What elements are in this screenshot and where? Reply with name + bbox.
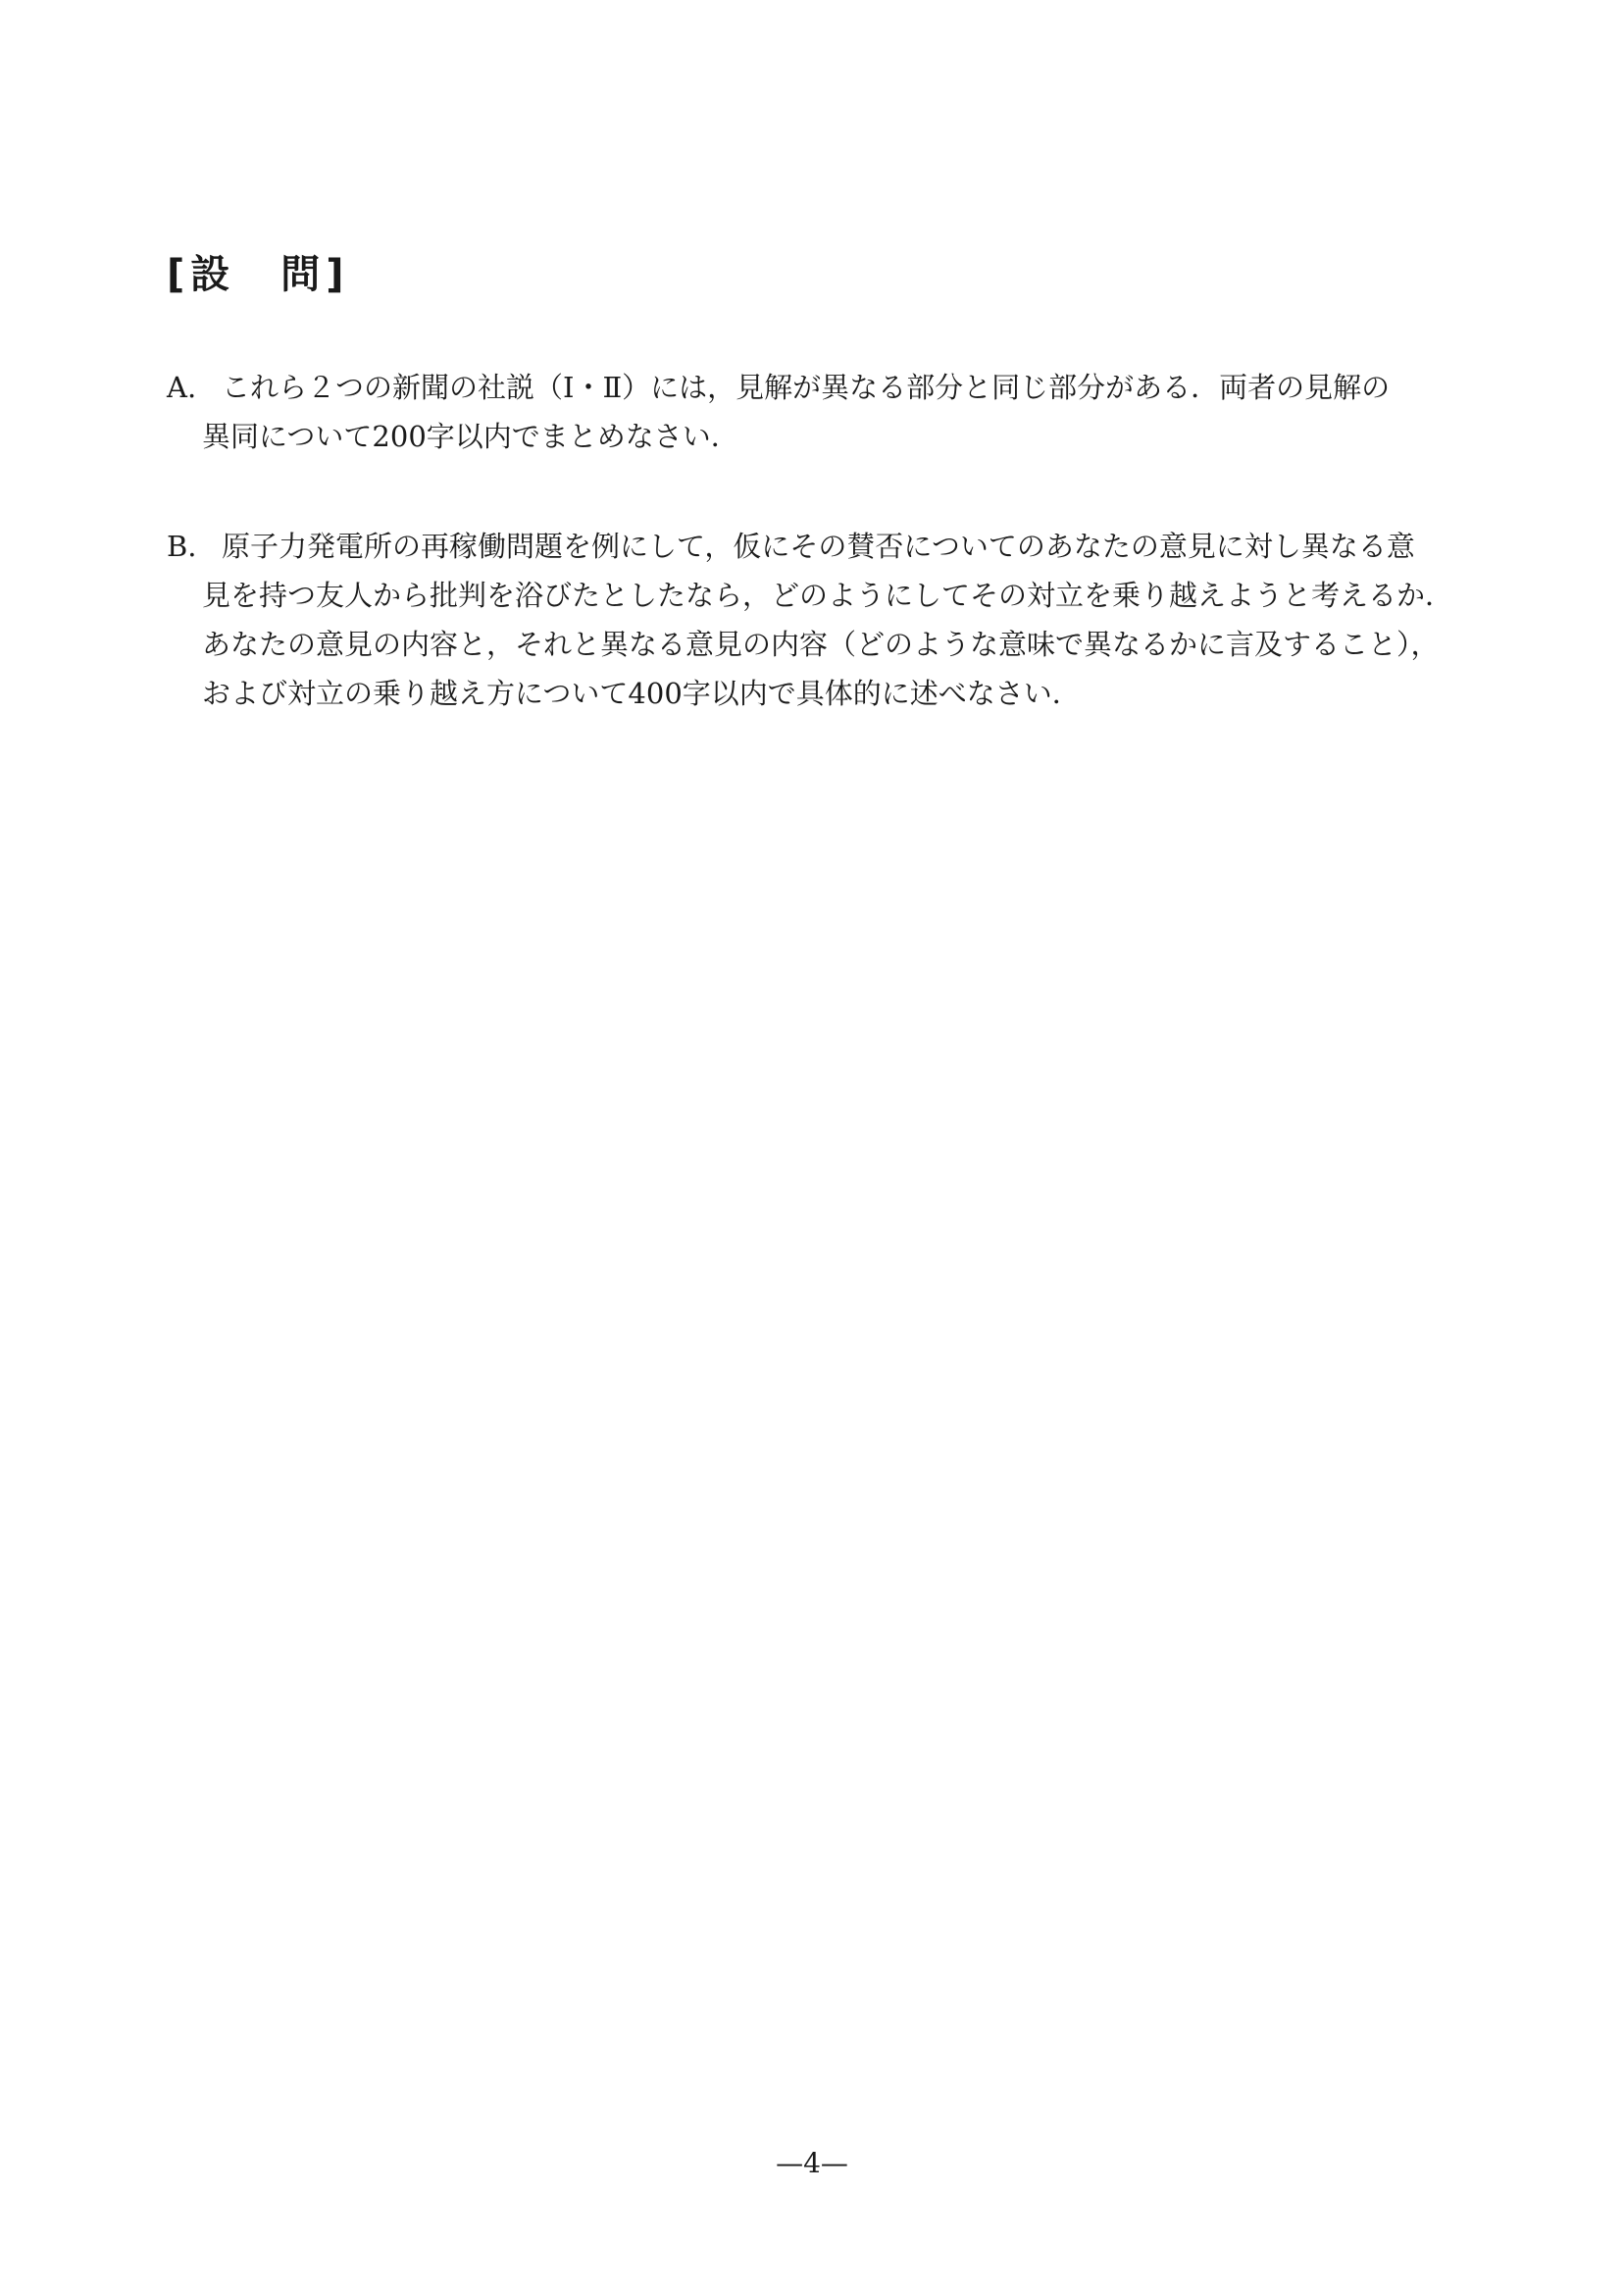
question-b-text-1: 原子力発電所の再稼働問題を例にして，仮にその賛否についてのあなたの意見に対し異なる意 [222, 530, 1415, 563]
question-b-line-4 [167, 669, 1442, 718]
question-b [167, 522, 1454, 718]
section-heading: [設 問] [167, 252, 350, 297]
question-a-line-1 [167, 363, 1442, 412]
question-b-label: B. [167, 530, 197, 563]
question-b-text-4: および対立の乗り越え方について400字以内で具体的に述べなさい． [202, 677, 1081, 710]
question-b-text-2: 見を持つ友人から批判を浴びたとしたなら，どのようにしてその対立を乗り越えようと考えるか． [202, 579, 1454, 612]
question-b-line-2 [167, 571, 1454, 620]
question-b-text-3: あなたの意見の内容と，それと異なる意見の内容（どのような意味で異なるかに言及すること）， [202, 628, 1440, 661]
question-a-text-1: これら２つの新聞の社説（Ⅰ・Ⅱ）には，見解が異なる部分と同じ部分がある．両者の見解の [222, 371, 1391, 404]
question-b-line-1 [167, 522, 1442, 571]
question-a-text-2: 異同について200字以内でまとめなさい． [202, 420, 739, 453]
question-b-line-3 [167, 620, 1442, 669]
question-a-line-2 [167, 412, 1442, 461]
page-number: —4— [776, 2147, 848, 2179]
question-a-label: A. [167, 371, 197, 404]
question-a [167, 363, 1442, 461]
